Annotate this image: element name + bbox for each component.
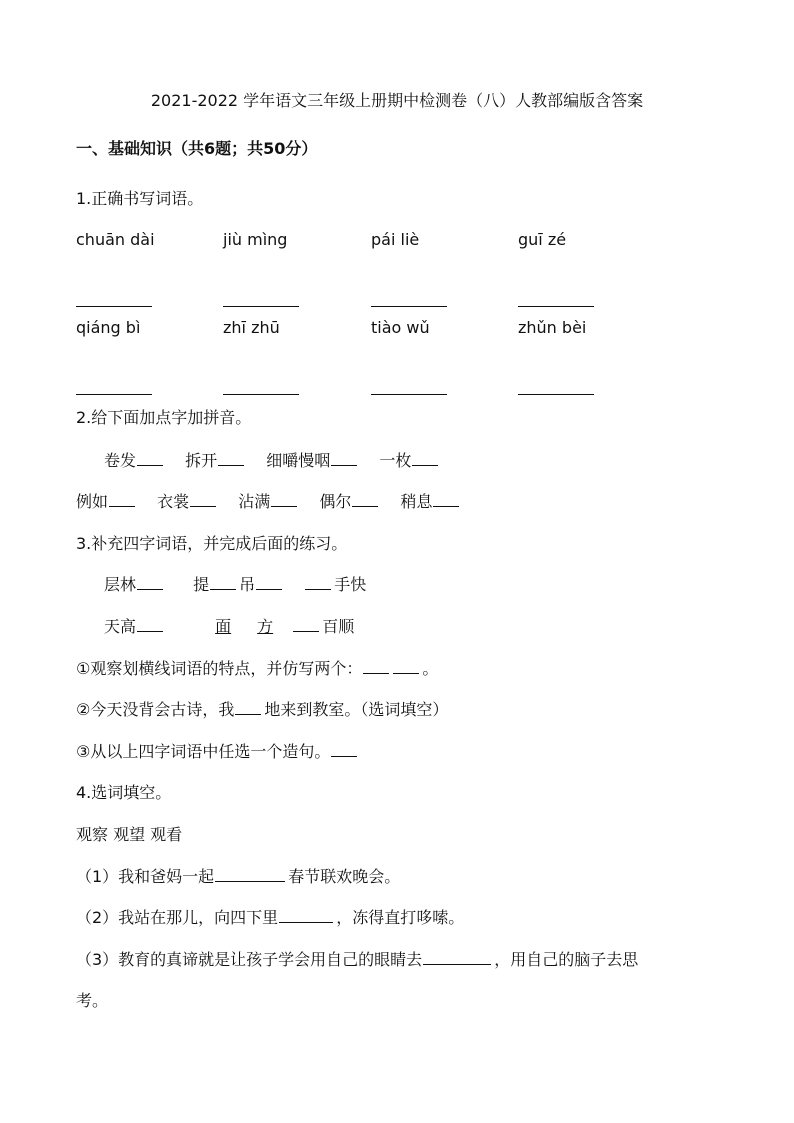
pinyin-item: tiào wǔ <box>371 318 430 337</box>
blank <box>256 575 282 590</box>
question-3-sub-1: ①观察划横线词语的特点，并仿写两个： 。 <box>76 659 439 678</box>
question-1-title: 1.正确书写词语。 <box>76 189 204 208</box>
blank <box>393 659 419 674</box>
blank <box>218 451 244 466</box>
word: 层林 <box>104 575 137 594</box>
blank <box>235 700 261 715</box>
answer-line <box>518 292 594 311</box>
answer-line <box>371 292 447 311</box>
answer-line <box>223 380 299 399</box>
word: 吊 <box>239 575 256 594</box>
blank <box>305 575 331 590</box>
blank <box>331 742 357 757</box>
answer-line <box>76 380 152 399</box>
pinyin-item: zhǔn bèi <box>518 318 587 337</box>
pinyin-item: guī zé <box>518 230 567 249</box>
section-heading: 一、基础知识（共6题；共50分） <box>76 139 318 158</box>
blank <box>279 908 333 923</box>
word: 卷发 <box>104 451 137 470</box>
blank <box>137 575 163 590</box>
word: 提 <box>193 575 210 594</box>
blank <box>293 617 319 632</box>
question-4-item-3: （3）教育的真谛就是让孩子学会用自己的眼睛去 ，用自己的脑子去思 <box>76 950 639 969</box>
blank <box>433 492 459 507</box>
word: 细嚼慢咽 <box>266 451 331 470</box>
question-2-row-1 <box>104 448 441 471</box>
page-title: 2021-2022 学年语文三年级上册期中检测卷（八）人教部编版含答案 <box>150 91 644 110</box>
blank <box>210 575 236 590</box>
question-4-title: 4.选词填空。 <box>76 783 172 802</box>
blank <box>137 451 163 466</box>
word: 沾满 <box>238 492 271 511</box>
blank <box>271 492 297 507</box>
word: 例如 <box>76 492 109 511</box>
answer-line <box>223 292 299 311</box>
pinyin-item: qiáng bì <box>76 318 141 337</box>
blank <box>363 659 389 674</box>
word: 方 <box>257 617 274 636</box>
word: 稍息 <box>400 492 433 511</box>
word: 拆开 <box>185 451 218 470</box>
question-2-row-2 <box>76 489 462 512</box>
question-3-sub-2: ②今天没背会古诗，我 地来到教室。（选词填空） <box>76 700 449 719</box>
pinyin-item: zhī zhū <box>223 318 280 337</box>
word: 衣裳 <box>157 492 190 511</box>
blank <box>109 492 135 507</box>
word: 天高 <box>104 617 137 636</box>
blank <box>331 451 357 466</box>
underlined-phrase <box>189 617 273 636</box>
blank <box>352 492 378 507</box>
question-4-item-2: （2）我站在那儿，向四下里 ，冻得直打哆嗦。 <box>76 908 465 927</box>
answer-line <box>518 380 594 399</box>
blank <box>190 492 216 507</box>
question-3-row-1 <box>104 572 366 595</box>
word: 百顺 <box>322 617 355 636</box>
question-3-row-2 <box>104 614 354 637</box>
blank <box>137 617 163 632</box>
blank <box>423 950 491 965</box>
blank <box>215 867 285 882</box>
question-2-title: 2.给下面加点字加拼音。 <box>76 408 252 427</box>
question-3-title: 3.补充四字词语，并完成后面的练习。 <box>76 534 348 553</box>
word-bank: 观察 观望 观看 <box>76 825 183 844</box>
pinyin-item: chuān dài <box>76 230 155 249</box>
word: 偶尔 <box>319 492 352 511</box>
question-3-sub-3: ③从以上四字词语中任选一个造句。 <box>76 739 360 762</box>
question-4-item-3-cont: 考。 <box>76 991 109 1010</box>
answer-line <box>76 292 152 311</box>
word: 一枚 <box>379 451 412 470</box>
pinyin-item: jiù mìng <box>223 230 288 249</box>
question-4-item-1: （1）我和爸妈一起 春节联欢晚会。 <box>76 867 401 886</box>
word: 手快 <box>334 575 367 594</box>
word: 面 <box>215 617 232 636</box>
blank <box>412 451 438 466</box>
pinyin-item: pái liè <box>371 230 420 249</box>
answer-line <box>371 380 447 399</box>
